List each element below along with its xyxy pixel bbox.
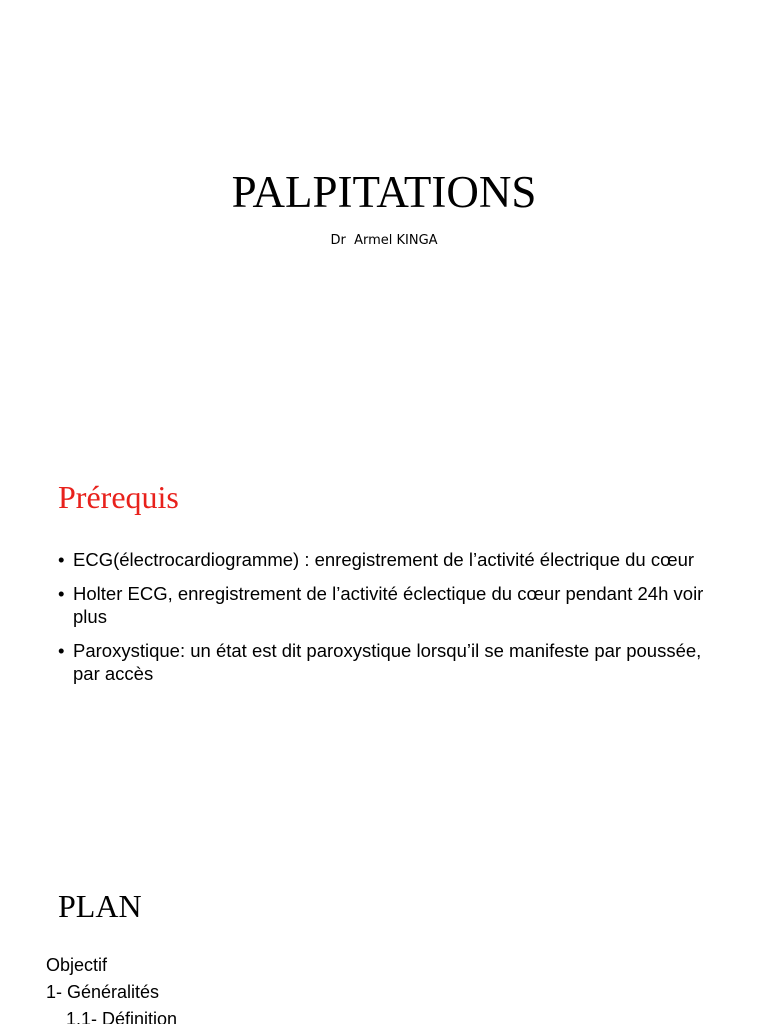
prerequis-heading: Prérequis [58,479,179,515]
plan-item-generalites: 1- Généralités [46,982,160,1002]
list-item [58,582,708,628]
plan-heading: PLAN [58,888,142,924]
plan-slide [0,864,768,1024]
title-slide [0,0,768,432]
plan-item-definition: 1.1- Définition [46,1009,178,1024]
plan-outline [46,952,726,1024]
plan-item-objectif: Objectif [46,955,108,975]
prerequis-slide [0,432,768,864]
bullet-text: Paroxystique: un état est dit paroxystique lorsqu’il se manifeste par poussée, par accès [73,640,702,684]
list-item [58,548,708,571]
bullet-dot-icon: • [58,640,65,661]
bullet-dot-icon: • [58,549,65,570]
bullet-text: Holter ECG, enregistrement de l’activité éclectique du cœur pendant 24h voir plus [73,583,704,627]
bullet-text: ECG(électrocardiogramme) : enregistrement de l’activité électrique du cœur [73,549,695,570]
author-subtitle: Dr Armel KINGA [330,233,438,248]
bullet-dot-icon: • [58,583,65,604]
prerequis-bullet-list [58,548,708,696]
list-item [58,639,708,685]
presentation-title: PALPITATIONS [231,167,537,217]
